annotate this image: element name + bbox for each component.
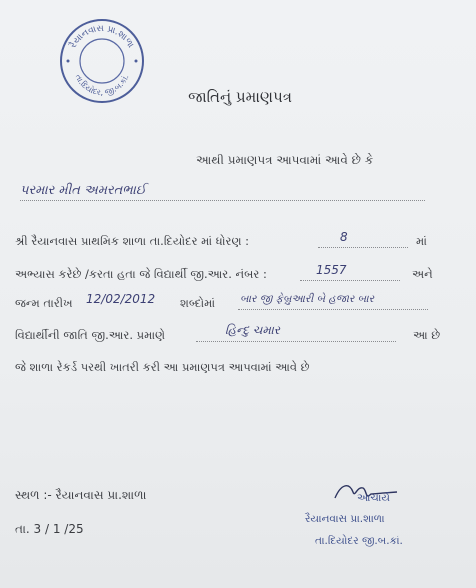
dotted-line [196, 341, 396, 342]
line2-prefix: અભ્યાસ કરેછે /કરતા હતા જે વિદ્યાર્થી જી.આર. નંબર : [15, 267, 267, 281]
dotted-line [20, 200, 425, 201]
place-text: સ્થળ :- રૈયાનવાસ પ્રા.શાળા [15, 488, 147, 502]
school-stamp [58, 17, 146, 105]
line3-prefix: જન્મ તારીખ [15, 296, 73, 310]
stamp-bottom-text: તા.દિયોદર, જી.બ.કાં. [73, 72, 131, 98]
certificate-title: જાતિનું પ્રમાણપત્ર [188, 88, 292, 106]
line2-suffix: અને [412, 267, 433, 281]
dotted-line [318, 247, 408, 248]
caste-value: હિન્દુ ચમાર [225, 323, 280, 337]
date-text: તા. 3 / 1 /25 [15, 522, 84, 536]
line1-suffix: માં [416, 234, 427, 248]
signature-line3: તા.દિયોદર જી.બ.કાં. [315, 535, 403, 547]
line1-prefix: શ્રી રૈયાનવાસ પ્રાથમિક શાળા તા.દિયોદર માં ધોરણ : [15, 234, 250, 248]
intro-text: આથી પ્રમાણપત્ર આપવામાં આવે છે કે [196, 153, 374, 167]
signature-stamp [297, 478, 437, 553]
dotted-line [300, 280, 400, 281]
student-name: પરમાર મીત અમરતભાઈ [20, 183, 146, 198]
dotted-line [238, 309, 428, 310]
line3-middle: શબ્દોમાં [180, 296, 216, 310]
stamp-outer-text: રૈયાનવાસ પ્રા.શાળા [68, 23, 136, 50]
line4-prefix: વિદ્યાર્થીની જાતિ જી.આર. પ્રમાણે [15, 328, 166, 342]
dob-words: બાર જી ફેબ્રુઆરી બે હજાર બાર [240, 293, 375, 305]
line4-suffix: આ છે [413, 328, 441, 342]
dob-value: 12/02/2012 [86, 292, 156, 306]
standard-value: 8 [340, 230, 348, 244]
svg-text:તા.દિયોદર, જી.બ.કાં. [73, 73, 130, 97]
signature-line1: આચાર્ય [357, 492, 390, 504]
signature-line2: રૈયાનવાસ પ્રા.શાળા [305, 513, 385, 525]
line5-text: જે શાળા રેકર્ડ પરથી ખાતરી કરી આ પ્રમાણપત્ર આપવામાં આવે છે [15, 360, 310, 374]
gr-number: 1557 [316, 263, 347, 277]
